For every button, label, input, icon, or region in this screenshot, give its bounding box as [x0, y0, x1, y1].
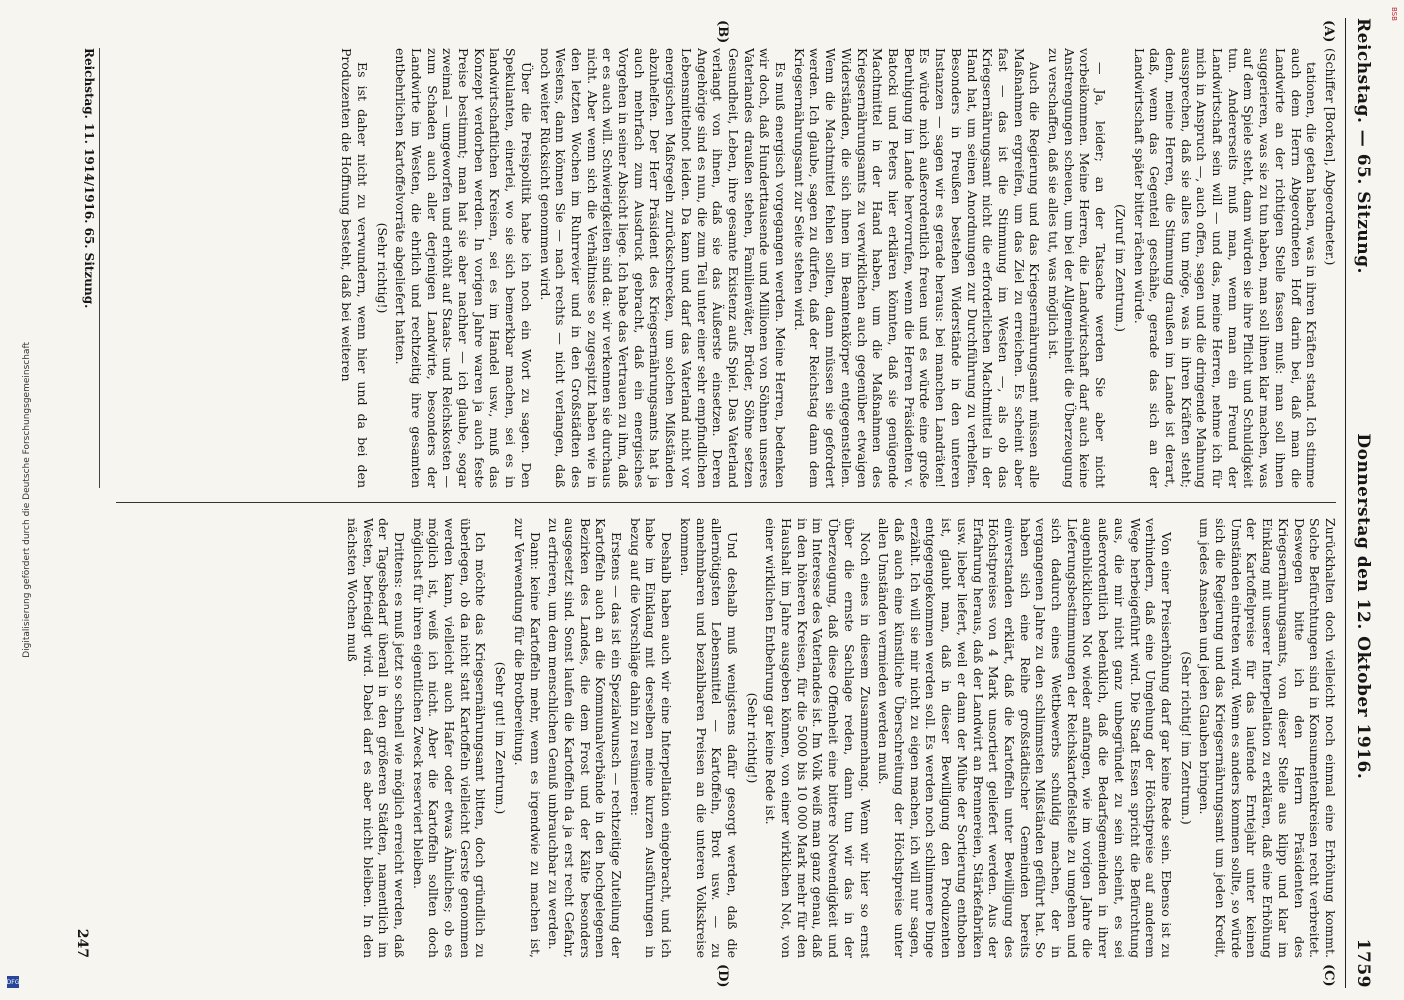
- paragraph: Über die Preispolitik habe ich noch ein Wort zu sagen. Den Spekulanten, einerlei, wo sie sich bemerkbar machen, sei es in landwirtschaftlichen Kreisen, sei es im Handel usw., muß das Konzept verdorben werden. In vorigen Jahre waren ja auch feste Preise bestimmt; man hat sie aber nachher — ich glaube, sogar zweimal — umgeworfen und erhöht auf Staats- und Reichskosten — zum Schaden auch aller derjenigen Landwirte, besonders der Landwirte im Westen, die ehrlich und rechtzeitig ihre gesamten entbehrlichen Kartoffelvorräte abgeliefert hatten.: [393, 48, 534, 488]
- page-number: 1759: [1353, 938, 1373, 988]
- paragraph: Deshalb haben auch wir eine Interpellation eingebracht, und ich habe im Einklang mit derselben meine kurzen Ausführungen in bezug auf die Vorschläge dahin zu resümieren:: [627, 518, 675, 958]
- margin-marker-b: (B): [715, 20, 730, 44]
- paragraph: (Schiffer [Borken], Abgeordneter.): [1323, 48, 1338, 266]
- page-footer: Reichstag. 11. 1914/1916. 65. Sitzung.: [74, 48, 100, 488]
- paragraph: Noch eines in diesem Zusammenhang. Wenn wir hier so ernst über die ernste Sachlage reden, dann tun wir das in der Überzeugung, daß diese Offenheit eine bittere Notwendigkeit und im Interesse des Vaterlandes ist. Im Volk weiß man ganz genau, daß in den höheren Kreisen, für die 5000 bis 10 000 Mark mehr für den Haushalt im Jahre ausgeben können, von einer wirklichen Not, von einer wirklichen Entbehrung gar keine Rede ist.: [763, 518, 873, 958]
- paragraph: tationen, die getan haben, was in ihren Kräften stand. Ich stimme auch dem Herrn Abgeordneten Hoff darin bei, daß man die Landwirte an der richtigen Stelle fassen muß: man soll ihnen suggerieren, was sie zu tun haben, man soll ihnen klar machen, was auf dem Spiele steht, dann würden sie ihre Pflicht und Schuldigkeit tun. Andererseits muß man, wenn man ein Freund der Landwirtschaft sein will — und das, meine Herren, nehme ich für mich in Anspruch —, auch offen, sagen und die dringende Mahnung aussprechen, daß sie alles tun möge, was in ihren Kräften steht; denn, meine Herren, die Stimmung draußen im Lande ist derart, daß, wenn das Gegenteil geschähe, gerade das sich an der Landwirtschaft später bitter rächen würde.: [1131, 48, 1320, 488]
- paragraph: Und deshalb muß wenigstens dafür gesorgt werden, daß die allernötigsten Lebensmittel — Kartoffeln, Brot usw. — zu annehmbaren und bezahlbaren Preisen an die unteren Volkskreise kommen.: [677, 518, 740, 958]
- funding-note: Digitalisierung gefördert durch die Deutsche Forschungsgemeinschaft: [22, 342, 32, 658]
- right-column: [108, 518, 1338, 958]
- scanned-page: [50, 18, 1380, 988]
- dfg-logo: DFG: [7, 976, 19, 988]
- interjection: (Zuruf im Zentrum.): [1112, 204, 1128, 332]
- paragraph: — Ja, leider; an der Tatsache werden Sie aber nicht vorbeikommen. Meine Herren, die Landwirtschaft darf auch keine Anstrengungen scheuen, um bei der Allgemeinheit die Überzeugung zu verschaffen, daß sie alles tut, was möglich ist.: [1046, 48, 1109, 488]
- paragraph: Ich möchte das Kriegsernährungsamt bitten, doch gründlich zu überlegen, ob da nicht statt Kartoffeln vielleicht Gerste genommen werden kann, vielleicht auch Hafer oder etwas Ähnliches; ob es möglich ist, weiß ich nicht. Aber die Kartoffeln sollten doch möglichst für ihren eigentlichen Zweck reserviert bleiben.: [410, 518, 489, 958]
- page-header: [1345, 18, 1380, 988]
- library-mark: BSB: [1390, 7, 1398, 21]
- interjection: (Sehr richtig!): [374, 222, 390, 314]
- interjection: (Sehr gut! im Zentrum.): [493, 661, 509, 815]
- header-date: Donnerstag den 12. Oktober 1916.: [1353, 433, 1373, 780]
- page-content: [50, 18, 1380, 988]
- margin-marker-a: (A): [1321, 20, 1336, 43]
- paragraph: Dann: keine Kartoffeln mehr, wenn es irgendwie zu machen ist, zur Verwendung für die Brotbereitung.: [511, 518, 543, 958]
- column-divider: [116, 502, 1336, 503]
- left-column: [108, 48, 1338, 488]
- paragraph: Zurückhalten doch vielleicht noch einmal eine Erhöhung kommt. Solche Befürchtungen sind in Konsumentenkreisen recht verbreitet. Deswegen bitte ich den Herrn Präsidenten des Kriegsernährungsamts, von dieser Stelle aus klipp und klar im Einklang mit unserer Interpellation zu erklären, daß eine Erhöhung der Kartoffelpreise für das laufende Erntejahr unter keinen Umständen eintreten wird. Wenn es anders kommen sollte, so würde sich die Regierung und das Kriegsernährungsamt um jeden Kredit, um jedes Ansehen und jeden Glauben bringen.: [1197, 518, 1338, 958]
- paragraph: Auch die Regierung und das Kriegsernährungsamt müssen alle Maßnahmen ergreifen, um das Ziel zu erreichen. Es scheint aber fast — das ist die Stimmung im Westen —, als ob das Kriegsernährungsamt nicht die erforderlichen Machtmittel in der Hand hat, um seinen Anordnungen zur Durchführung zu verhelfen. Besonders in Preußen bestehen Widerstände in den unteren Instanzen — sagen wir es gerade heraus: bei manchen Landräten! Es würde mich außerordentlich freuen und es würde eine große Beruhigung im Lande hervorrufen, wenn die Herren Präsidenten v. Batocki und Peters hier erklären könnten, daß sie genügende Machtmittel in der Hand haben, um die Maßnahmen des Kriegsernährungsamts zu verwirklichen auch gegenüber etwaigen Widerständen, die sich ihnen im Beamtenkörper entgegenstellen. Wenn die Machtmittel fehlen sollten, dann müssen sie gefordert werden. Ich glaube, sagen zu dürfen, daß der Reichstag dann dem Kriegsernährungsamt zur Seite stehen wird.: [791, 48, 1043, 488]
- paragraph: Von einer Preiserhöhung darf gar keine Rede sein. Ebenso ist zu verhindern, daß eine Umgehung der Höchstpreise auf anderem Wege herbeigeführt wird. Die Stadt Essen spricht die Befürchtung aus, die mir nicht ganz unbegründet zu sein scheint, es sei außerordentlich bedenklich, daß die Bedarfsgemeinden in ihrer augenblicklichen Not wieder anfangen, wie im vorigen Jahre die Lieferungsbestimmungen der Reichskartoffelstelle zu umgehen und sich dadurch eines Wettbewerbs schuldig machen, der in vergangenen Jahre zu den schlimmsten Mißständen geführt hat. So haben sich eine Reihe großstädtischer Gemeinden bereits einverstanden erklärt, daß die Kartoffeln unter Bewilligung des Höchstpreises von 4 Mark unsortiert geliefert werden. Aus der Erfahrung heraus, daß der Landwirt an Brennereien, Stärkefabriken usw. lieber liefert, weil er dann der Mühe der Sortierung enthoben ist, glaubt man, daß in dieser Bewilligung den Produzenten entgegengekommen werden soll. Es werden noch schlimmere Dinge erzählt. Ich will sie mir nicht zu eigen machen, ich will nur sagen, daß auch eine künstliche Überschreitung der Höchstpreise unter allen Umständen vermieden werden muß.: [876, 518, 1174, 958]
- paragraph: Drittens: es muß jetzt so schnell wie möglich erreicht werden, daß der Tagesbedarf überall in den größeren Städten, namentlich im Westen, befriedigt wird. Dabei darf es aber nicht bleiben. In den nächsten Wochen muß: [344, 518, 407, 958]
- signature-mark: 247: [74, 928, 90, 958]
- interjection: (Sehr richtig!): [744, 692, 760, 784]
- paragraph: Es ist daher nicht zu verwundern, wenn hier und da bei den Produzenten die Hoffnung besteht, daß bei weiteren: [339, 48, 370, 488]
- interjection: (Sehr richtig! im Zentrum.): [1178, 651, 1194, 825]
- paragraph: Es muß energisch vorgegangen werden. Meine Herren, bedenken wir doch, daß Hunderttausende und Millionen von Söhnen unseres Vaterlandes draußen stehen, Familienväter, Brüder, Söhne setzen Gesundheit, Leben, ihre gesamte Existenz aufs Spiel. Das Vaterland verlangt von ihnen, daß sie das Äußerste einsetzen. Deren Angehörige sind es nun, die zum Teil unter einer sehr empfindlichen Lebensmittelnot leiden. Da kann und darf das Vaterland nicht vor energischen Maßregeln zurückschrecken, um solchen Mißständen abzuhelfen. Der Herr Präsident des Kriegsernährungsamts hat ja auch mehrfach zum Ausdruck gebracht, daß ein energisches Vorgehen in seiner Absicht liege. Ich habe das Vertrauen zu ihm, daß er es auch will. Schwierigkeiten sind da: wir verkennen sie durchaus nicht. Aber wenn sich die Verhältnisse so zugespitzt haben wie in den letzten Wochen im Ruhrrevier und in den Großstädten des Westens, dann können Sie — nach rechts — nicht verlangen, daß noch weiter Rücksicht genommen wird.: [537, 48, 789, 488]
- paragraph: Erstens — das ist ein Spezialwunsch — rechtzeitige Zuteilung der Kartoffeln auch an die Kommunalverbände in den hochgelegenen Bezirken des Landes, die dem Frost und der Kälte besonders ausgesetzt sind. Sonst laufen die Kartoffeln da ja erst recht Gefahr, zu erfrieren, um dem menschlichen Genuß unbrauchbar zu werden.: [546, 518, 625, 958]
- header-session: Reichstag. — 65. Sitzung.: [1353, 18, 1373, 274]
- margin-marker-c: (C): [1321, 964, 1336, 987]
- margin-marker-d: (D): [715, 964, 730, 988]
